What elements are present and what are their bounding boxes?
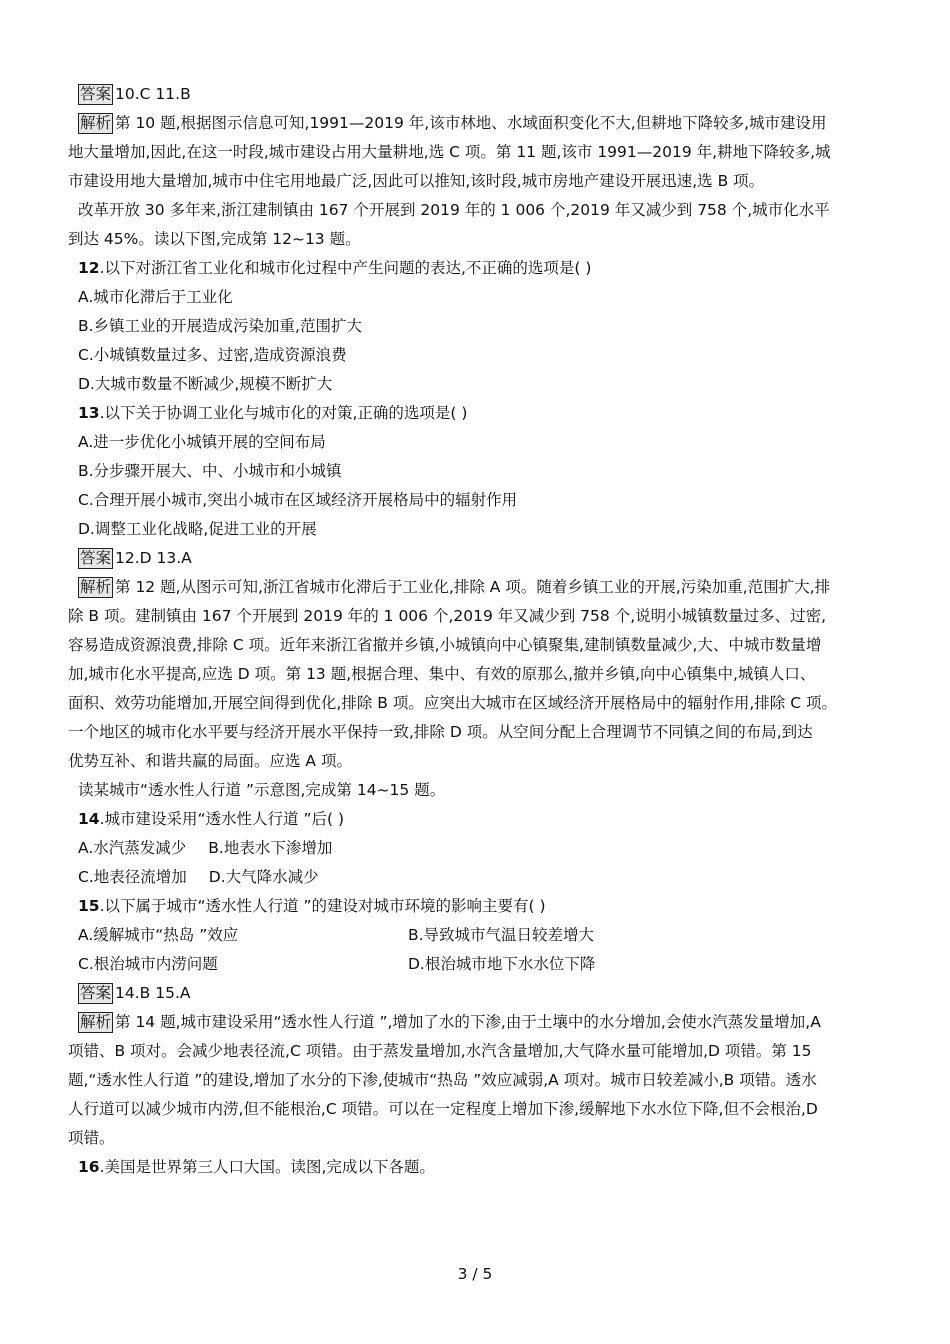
analysis-12-13-line-3: 容易造成资源浪费,排除 C 项。近年来浙江省撤并乡镇,小城镇向中心镇聚集,建制镇数量减少,大、中城市数量增 — [68, 636, 822, 654]
analysis-10-11-line-3: 市建设用地大量增加,城市中住宅用地最广泛,因此可以推知,该时段,城市房地产建设开展迅速,选 B 项。 — [68, 172, 765, 190]
question-12: 12.以下对浙江省工业化和城市化过程中产生问题的表达,不正确的选项是( ) — [78, 259, 592, 277]
options-15-ab — [68, 921, 883, 950]
analysis-12-13-line-4: 加,城市化水平提高,应选 D 项。第 13 题,根据合理、集中、有效的原那么,撤并乡镇,向中心镇集中,城镇人口、 — [68, 665, 816, 683]
option-13-d: D.调整工业化战略,促进工业的开展 — [78, 520, 317, 538]
question-13: 13.以下关于协调工业化与城市化的对策,正确的选项是( ) — [78, 404, 468, 422]
analysis-10-11-line-1: 解析 第 10 题,根据图示信息可知,1991—2019 年,该市林地、水域面积变化不大,但耕地下降较多,城市建设用 — [80, 114, 827, 132]
option-13-b: B.分步骤开展大、中、小城市和小城镇 — [78, 462, 342, 480]
analysis-14-15-line-1: 解析 第 14 题,城市建设采用“透水性人行道 ”,增加了水的下渗,由于土壤中的水分增加,会使水汽蒸发量增加,A — [80, 1013, 821, 1031]
intro-12-13-line-2: 到达 45%。读以下图,完成第 12~13 题。 — [68, 230, 361, 248]
analysis-14-15-line-5: 项错。 — [68, 1129, 115, 1147]
answer-14-15: 答案 14.B 15.A — [80, 984, 191, 1002]
intro-14-15: 读某城市“透水性人行道 ”示意图,完成第 14~15 题。 — [78, 781, 446, 799]
option-14-a: A.水汽蒸发减少 — [78, 839, 187, 857]
option-13-c: C.合理开展小城市,突出小城市在区域经济开展格局中的辐射作用 — [78, 491, 518, 509]
option-15-c: C.根治城市内涝问题 — [78, 955, 218, 973]
intro-12-13-line-1: 改革开放 30 多年来,浙江建制镇由 167 个开展到 2019 年的 1 006 个,2019 年又减少到 758 个,城市化水平 — [78, 201, 830, 219]
options-14-ab — [68, 834, 883, 863]
answer-12-13: 答案 12.D 13.A — [80, 549, 192, 567]
option-15-b: B.导致城市气温日较差增大 — [408, 926, 595, 944]
options-14-cd — [68, 863, 883, 892]
option-14-d: D.大气降水减少 — [208, 868, 319, 886]
analysis-10-11-line-2: 地大量增加,因此,在这一时段,城市建设占用大量耕地,选 C 项。第 11 题,该市 1991—2019 年,耕地下降较多,城 — [68, 143, 831, 161]
analysis-tag: 解析 — [80, 578, 112, 596]
option-13-a: A.进一步优化小城镇开展的空间布局 — [78, 433, 326, 451]
option-12-d: D.大城市数量不断减少,规模不断扩大 — [78, 375, 333, 393]
option-12-b: B.乡镇工业的开展造成污染加重,范围扩大 — [78, 317, 362, 335]
document-page — [68, 80, 883, 1182]
option-12-c: C.小城镇数量过多、过密,造成资源浪费 — [78, 346, 347, 364]
answer-tag: 答案 — [80, 549, 112, 567]
page-number: 3 / 5 — [457, 1265, 493, 1283]
analysis-12-13-line-1: 解析 第 12 题,从图示可知,浙江省城市化滞后于工业化,排除 A 项。随着乡镇工业的开展,污染加重,范围扩大,排 — [80, 578, 831, 596]
option-15-d: D.根治城市地下水水位下降 — [408, 955, 596, 973]
answer-tag: 答案 — [80, 984, 112, 1002]
option-12-a: A.城市化滞后于工业化 — [78, 288, 233, 306]
analysis-12-13-line-6: 一个地区的城市化水平要与经济开展水平保持一致,排除 D 项。从空间分配上合理调节不同镇之间的布局,到达 — [68, 723, 813, 741]
analysis-14-15-line-3: 题,“透水性人行道 ”的建设,增加了水分的下渗,使城市“热岛 ”效应减弱,A 项对。城市日较差减小,B 项错。透水 — [68, 1071, 817, 1089]
answer-tag: 答案 — [80, 85, 112, 103]
analysis-tag: 解析 — [80, 1013, 112, 1031]
option-14-b: B.地表水下渗增加 — [208, 839, 333, 857]
question-16: 16.美国是世界第三人口大国。读图,完成以下各题。 — [78, 1158, 435, 1176]
question-15: 15.以下属于城市“透水性人行道 ”的建设对城市环境的影响主要有( ) — [78, 897, 546, 915]
analysis-14-15-line-4: 人行道可以减少城市内涝,但不能根治,C 项错。可以在一定程度上增加下渗,缓解地下水水位下降,但不会根治,D — [68, 1100, 818, 1118]
option-14-c: C.地表径流增加 — [78, 868, 187, 886]
question-14: 14.城市建设采用“透水性人行道 ”后( ) — [78, 810, 345, 828]
analysis-14-15-line-2: 项错、B 项对。会减少地表径流,C 项错。由于蒸发量增加,水汽含量增加,大气降水量可能增加,D 项错。第 15 — [68, 1042, 812, 1060]
analysis-12-13-line-2: 除 B 项。建制镇由 167 个开展到 2019 年的 1 006 个,2019 年又减少到 758 个,说明小城镇数量过多、过密, — [68, 607, 827, 625]
option-15-a: A.缓解城市“热岛 ”效应 — [78, 926, 239, 944]
analysis-12-13-line-7: 优势互补、和谐共赢的局面。应选 A 项。 — [68, 752, 352, 770]
options-15-cd — [68, 950, 883, 979]
answer-10-11: 答案 10.C 11.B — [80, 85, 191, 103]
analysis-tag: 解析 — [80, 114, 112, 132]
analysis-12-13-line-5: 面积、效劳功能增加,开展空间得到优化,排除 B 项。应突出大城市在区域经济开展格局中的辐射作用,排除 C 项。 — [68, 694, 837, 712]
